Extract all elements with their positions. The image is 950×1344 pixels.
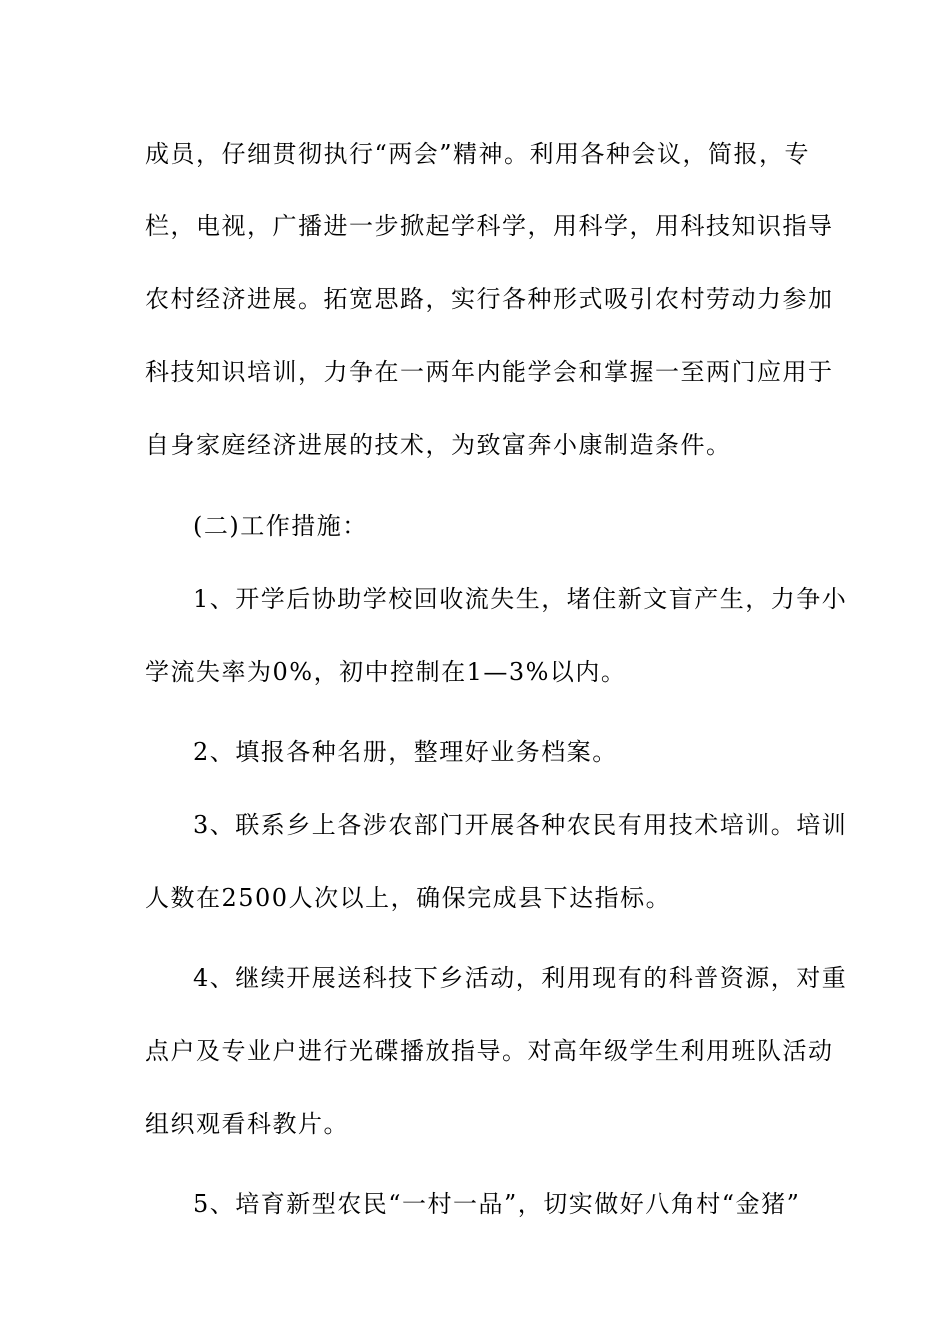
list-item-5-line-1: 5、培育新型农民“一村一品”，切实做好八角村“金猪” [193,1190,801,1218]
list-item-2: 2、填报各种名册，整理好业务档案。 [193,738,618,766]
text-line: 科技知识培训，力争在一两年内能学会和掌握一至两门应用于 [145,358,834,386]
list-item-1-line-2: 学流失率为0%，初中控制在1—3%以内。 [145,658,627,686]
list-item-4-line-3: 组织观看科教片。 [145,1110,349,1138]
list-item-3-line-2: 人数在2500人次以上，确保完成县下达指标。 [145,884,672,912]
section-heading: (二)工作措施： [193,512,368,540]
text-line: 成员，仔细贯彻执行“两会”精神。利用各种会议，简报，专 [145,140,811,168]
text-line: 自身家庭经济进展的技术，为致富奔小康制造条件。 [145,431,732,459]
list-item-1-line-1: 1、开学后协助学校回收流失生，堵住新文盲产生，力争小 [193,585,848,613]
text-line: 农村经济进展。拓宽思路，实行各种形式吸引农村劳动力参加 [145,285,834,313]
list-item-4-line-2: 点户及专业户进行光碟播放指导。对高年级学生利用班队活动 [145,1037,834,1065]
list-item-3-line-1: 3、联系乡上各涉农部门开展各种农民有用技术培训。培训 [193,811,848,839]
list-item-4-line-1: 4、继续开展送科技下乡活动，利用现有的科普资源，对重 [193,964,848,992]
text-line: 栏，电视，广播进一步掀起学科学，用科学，用科技知识指导 [145,212,834,240]
